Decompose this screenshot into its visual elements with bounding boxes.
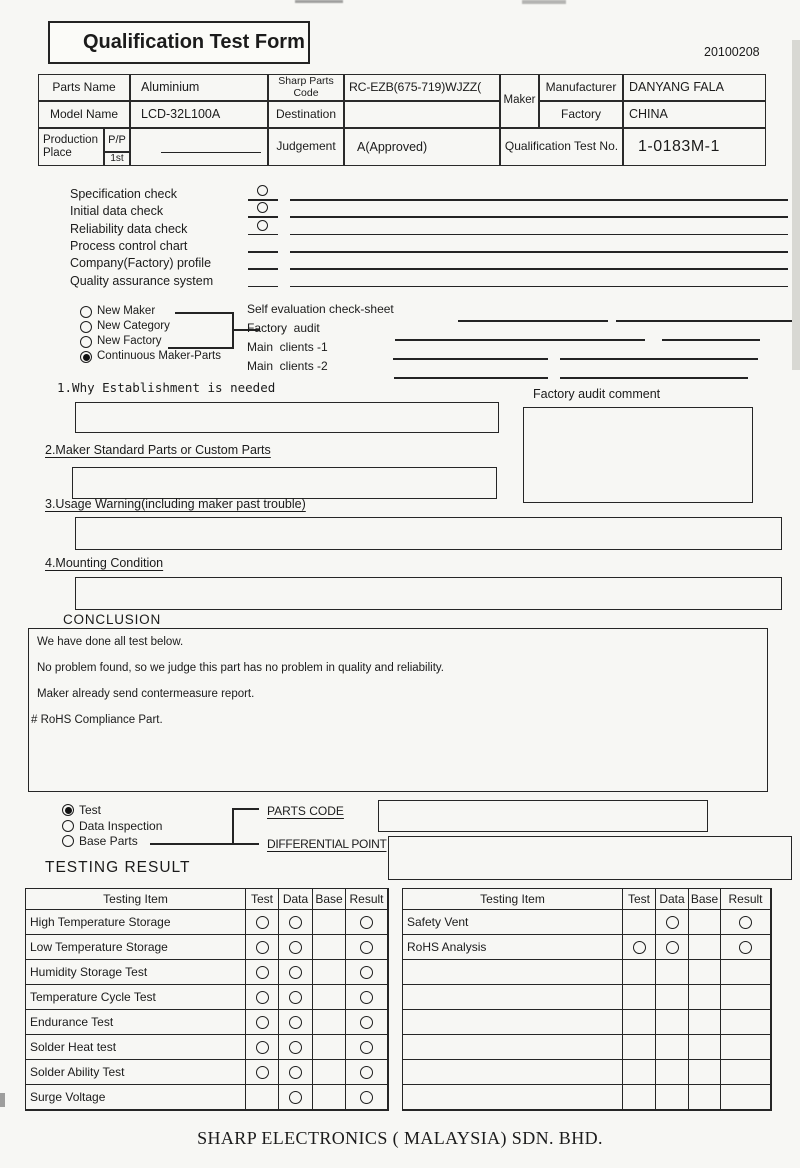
audit-item-label: Factory audit: [247, 321, 320, 335]
section3-heading: 3.Usage Warning(including maker past trouble): [45, 497, 306, 511]
fill-line: [290, 199, 788, 201]
result-circle-mark: [256, 916, 269, 929]
bracket-line: [168, 347, 232, 349]
testing-item-cell: High Temperature Storage: [26, 910, 246, 935]
scan-edge-shadow: [792, 40, 800, 370]
audit-item-label: Main clients -2: [247, 359, 328, 373]
pp-label: P/P: [104, 128, 130, 152]
mark-cell-test: [246, 1035, 279, 1060]
differential-point-label: DIFFERENTIAL POINT: [267, 837, 387, 851]
qualification-test-no-label: Qualification Test No.: [500, 128, 623, 166]
continuous-maker-parts-radio-button[interactable]: [80, 351, 92, 363]
mark-cell-test: [623, 1085, 656, 1110]
fill-line: [393, 358, 548, 360]
fill-line: [161, 152, 261, 153]
destination-label: Destination: [268, 101, 344, 128]
conclusion-box: [28, 628, 768, 792]
mark-cell-result: [346, 1085, 388, 1110]
result-circle-mark: [256, 1041, 269, 1054]
conclusion-line: No problem found, so we judge this part has no problem in quality and reliability.: [37, 662, 444, 674]
test-radio-button[interactable]: [62, 804, 74, 816]
column-header-test: Test: [623, 889, 656, 910]
radio-option-label: Base Parts: [79, 834, 138, 848]
section2-heading: 2.Maker Standard Parts or Custom Parts: [45, 443, 271, 457]
result-circle-mark: [360, 991, 373, 1004]
section3-input-box[interactable]: [75, 517, 782, 550]
mark-cell-data: [656, 935, 689, 960]
mark-cell-test: [623, 985, 656, 1010]
fill-line: [394, 377, 548, 379]
fill-line: [290, 268, 788, 270]
mark-cell-test: [623, 960, 656, 985]
check-circle-mark: [257, 185, 268, 196]
mark-cell-test: [246, 910, 279, 935]
column-header-result: Result: [721, 889, 771, 910]
radio-option-label: New Factory: [97, 335, 162, 347]
result-circle-mark: [360, 966, 373, 979]
mark-cell-data: [656, 1060, 689, 1085]
result-circle-mark: [289, 1091, 302, 1104]
result-circle-mark: [256, 1016, 269, 1029]
radio-option-label: Continuous Maker-Parts: [97, 350, 221, 362]
result-circle-mark: [360, 941, 373, 954]
result-circle-mark: [360, 1016, 373, 1029]
testing-item-cell: [403, 1035, 623, 1060]
column-header-data: Data: [279, 889, 313, 910]
checklist-row: [70, 254, 790, 271]
model-name-value: LCD-32L100A: [130, 101, 268, 128]
checklist-item-label: Process control chart: [70, 238, 188, 253]
conclusion-line: We have done all test below.: [37, 636, 184, 648]
audit-item-label: Main clients -1: [247, 340, 328, 354]
mark-cell-result: [346, 960, 388, 985]
parts-code-input-box[interactable]: [378, 800, 708, 832]
testing-item-cell: Surge Voltage: [26, 1085, 246, 1110]
company-footer: SHARP ELECTRONICS ( MALAYSIA) SDN. BHD.: [197, 1128, 603, 1148]
mark-cell-result: [346, 910, 388, 935]
bracket-line: [150, 843, 259, 845]
fill-line-short: [248, 268, 278, 270]
result-circle-mark: [289, 1066, 302, 1079]
column-header-base: Base: [313, 889, 346, 910]
result-circle-mark: [739, 916, 752, 929]
mark-cell-base: [313, 1085, 346, 1110]
mark-cell-base: [689, 1010, 721, 1035]
model-name-label: Model Name: [38, 101, 130, 128]
fill-line: [560, 358, 758, 360]
testing-item-cell: Solder Ability Test: [26, 1060, 246, 1085]
form-date: 20100208: [704, 45, 760, 59]
checklist-item-label: Company(Factory) profile: [70, 256, 212, 271]
fill-line-short: [248, 199, 278, 201]
production-place-label: Production Place: [38, 128, 104, 166]
mark-cell-data: [656, 985, 689, 1010]
checklist-row: [70, 202, 790, 219]
testing-item-cell: Endurance Test: [26, 1010, 246, 1035]
scan-smudge: [522, 0, 566, 4]
mark-cell-base: [689, 985, 721, 1010]
mark-cell-base: [689, 960, 721, 985]
mark-cell-data: [279, 1085, 313, 1110]
result-circle-mark: [256, 1066, 269, 1079]
factory-value: CHINA: [623, 101, 766, 128]
mark-cell-data: [656, 1035, 689, 1060]
mark-cell-result: [346, 1060, 388, 1085]
production-place-value[interactable]: [130, 128, 268, 166]
result-circle-mark: [633, 941, 646, 954]
result-circle-mark: [256, 966, 269, 979]
destination-value[interactable]: [344, 101, 500, 128]
mark-cell-test: [246, 935, 279, 960]
testing-item-cell: RoHS Analysis: [403, 935, 623, 960]
section1-heading: 1.Why Establishment is needed: [57, 380, 276, 395]
testing-item-cell: [403, 960, 623, 985]
fill-line: [458, 320, 608, 322]
testing-result-table-left: [25, 888, 389, 1111]
scan-smudge: [295, 0, 343, 3]
testing-item-cell: Low Temperature Storage: [26, 935, 246, 960]
result-circle-mark: [289, 941, 302, 954]
radio-option-label: Test: [79, 803, 102, 817]
factory-audit-comment-label: Factory audit comment: [533, 387, 661, 401]
mark-cell-result: [721, 985, 771, 1010]
new-factory-radio-button[interactable]: [80, 336, 92, 348]
mark-cell-result: [721, 935, 771, 960]
factory-audit-comment-box[interactable]: [523, 407, 753, 503]
mark-cell-base: [313, 1035, 346, 1060]
mark-cell-data: [656, 910, 689, 935]
factory-label: Factory: [539, 101, 623, 128]
check-circle-mark: [257, 220, 268, 231]
fill-line: [395, 339, 645, 341]
result-circle-mark: [289, 916, 302, 929]
mark-cell-result: [346, 985, 388, 1010]
mark-cell-result: [346, 1010, 388, 1035]
mark-cell-data: [279, 910, 313, 935]
result-circle-mark: [256, 941, 269, 954]
result-circle-mark: [289, 1041, 302, 1054]
bracket-line: [232, 808, 234, 845]
form-title-box: [48, 21, 310, 64]
radio-option-data-inspection[interactable]: [62, 819, 242, 835]
judgement-value: A(Approved): [344, 128, 500, 166]
section2-input-box[interactable]: [72, 467, 497, 499]
testing-result-table-right: [402, 888, 772, 1111]
mark-cell-base: [313, 1010, 346, 1035]
fill-line-short: [248, 216, 278, 218]
checklist-item-label: Quality assurance system: [70, 273, 214, 288]
conclusion-title: CONCLUSION: [63, 612, 162, 627]
maker-label: Maker: [500, 74, 539, 128]
page-title: Qualification Test Form: [83, 31, 305, 53]
fill-line-short: [248, 234, 278, 236]
mark-cell-data: [279, 1060, 313, 1085]
mark-cell-result: [721, 1010, 771, 1035]
mark-cell-result: [346, 935, 388, 960]
mark-cell-base: [313, 960, 346, 985]
mark-cell-data: [279, 960, 313, 985]
column-header-base: Base: [689, 889, 721, 910]
mark-cell-data: [279, 985, 313, 1010]
maker-type-options: [80, 305, 255, 369]
mark-cell-data: [279, 935, 313, 960]
mark-cell-base: [689, 1035, 721, 1060]
mark-cell-base: [689, 1085, 721, 1110]
check-circle-mark: [257, 202, 268, 213]
radio-option-label: New Category: [97, 320, 170, 332]
fill-line: [662, 339, 760, 341]
mark-cell-test: [246, 960, 279, 985]
qualification-test-no-value: 1-0183M-1: [623, 128, 766, 166]
audit-item-list: [247, 302, 417, 382]
checklist-item-label: Specification check: [70, 187, 178, 201]
mark-cell-result: [721, 960, 771, 985]
test-type-options: [62, 803, 242, 853]
result-circle-mark: [360, 1066, 373, 1079]
bracket-line: [175, 312, 232, 314]
checklist-item-label: Initial data check: [70, 204, 164, 219]
document-checklist: [70, 185, 790, 291]
fill-line: [290, 286, 788, 288]
audit-item-label: Self evaluation check-sheet: [247, 302, 394, 316]
column-header-data: Data: [656, 889, 689, 910]
fill-line: [616, 320, 792, 322]
result-circle-mark: [289, 966, 302, 979]
result-circle-mark: [666, 941, 679, 954]
mark-cell-test: [246, 1060, 279, 1085]
mark-cell-base: [689, 910, 721, 935]
bracket-line: [232, 808, 259, 810]
mark-cell-test: [246, 1085, 279, 1110]
conclusion-line: Maker already send contermeasure report.: [37, 688, 255, 700]
radio-option-label: New Maker: [97, 305, 156, 317]
checklist-row: [70, 220, 790, 237]
column-header-testing-item: Testing Item: [26, 889, 246, 910]
first-label: 1st: [104, 152, 130, 166]
testing-item-cell: [403, 985, 623, 1010]
column-header-test: Test: [246, 889, 279, 910]
section1-input-box[interactable]: [75, 402, 499, 433]
column-header-result: Result: [346, 889, 388, 910]
mark-cell-test: [246, 1010, 279, 1035]
manufacturer-label: Manufacturer: [539, 74, 623, 101]
fill-line-short: [248, 251, 278, 253]
mark-cell-test: [623, 1035, 656, 1060]
mark-cell-test: [623, 910, 656, 935]
new-category-radio-button[interactable]: [80, 321, 92, 333]
sharp-parts-code-label: Sharp Parts Code: [268, 74, 344, 101]
checklist-row: [70, 237, 790, 254]
mark-cell-test: [623, 1060, 656, 1085]
result-circle-mark: [289, 991, 302, 1004]
parts-code-label: PARTS CODE: [267, 804, 344, 818]
testing-item-cell: Temperature Cycle Test: [26, 985, 246, 1010]
mark-cell-data: [656, 1085, 689, 1110]
sharp-parts-code-value: RC-EZB(675-719)WJZZ(: [344, 74, 500, 101]
testing-item-cell: Solder Heat test: [26, 1035, 246, 1060]
mark-cell-base: [689, 1060, 721, 1085]
fill-line-short: [248, 286, 278, 288]
mark-cell-base: [689, 935, 721, 960]
conclusion-line: # RoHS Compliance Part.: [31, 714, 163, 726]
section4-input-box[interactable]: [75, 577, 782, 610]
differential-point-input-box[interactable]: [388, 836, 792, 880]
base-parts-radio-button[interactable]: [62, 835, 74, 847]
result-circle-mark: [360, 1041, 373, 1054]
section4-heading: 4.Mounting Condition: [45, 556, 164, 570]
mark-cell-test: [623, 1010, 656, 1035]
mark-cell-test: [623, 935, 656, 960]
mark-cell-base: [313, 935, 346, 960]
radio-option-test[interactable]: [62, 803, 242, 819]
parts-info-table: [38, 74, 768, 166]
checklist-item-label: Reliability data check: [70, 221, 188, 236]
new-maker-radio-button[interactable]: [80, 306, 92, 318]
result-circle-mark: [289, 1016, 302, 1029]
testing-item-cell: [403, 1085, 623, 1110]
result-circle-mark: [256, 991, 269, 1004]
fill-line: [290, 216, 788, 218]
mark-cell-test: [246, 985, 279, 1010]
data-inspection-radio-button[interactable]: [62, 820, 74, 832]
checklist-row: [70, 272, 790, 289]
result-circle-mark: [739, 941, 752, 954]
mark-cell-data: [656, 1010, 689, 1035]
mark-cell-result: [721, 1035, 771, 1060]
radio-option-new-category[interactable]: [80, 320, 255, 335]
testing-result-title: TESTING RESULT: [45, 859, 191, 876]
manufacturer-value: DANYANG FALA: [623, 74, 766, 101]
mark-cell-data: [279, 1035, 313, 1060]
column-header-testing-item: Testing Item: [403, 889, 623, 910]
mark-cell-data: [656, 960, 689, 985]
mark-cell-base: [313, 910, 346, 935]
fill-line: [290, 251, 788, 253]
result-circle-mark: [666, 916, 679, 929]
result-circle-mark: [360, 916, 373, 929]
radio-option-continuous-maker-parts[interactable]: [80, 350, 255, 365]
fill-line: [560, 377, 748, 379]
parts-name-value: Aluminium: [130, 74, 268, 101]
testing-item-cell: [403, 1060, 623, 1085]
mark-cell-data: [279, 1010, 313, 1035]
checklist-row: [70, 185, 790, 202]
mark-cell-result: [721, 910, 771, 935]
mark-cell-base: [313, 985, 346, 1010]
testing-item-cell: Humidity Storage Test: [26, 960, 246, 985]
testing-item-cell: [403, 1010, 623, 1035]
testing-item-cell: Safety Vent: [403, 910, 623, 935]
radio-option-label: Data Inspection: [79, 818, 163, 833]
judgement-label: Judgement: [268, 128, 344, 166]
parts-name-label: Parts Name: [38, 74, 130, 101]
mark-cell-base: [313, 1060, 346, 1085]
mark-cell-result: [721, 1085, 771, 1110]
radio-option-base-parts[interactable]: [62, 834, 242, 850]
mark-cell-result: [346, 1035, 388, 1060]
result-circle-mark: [360, 1091, 373, 1104]
mark-cell-result: [721, 1060, 771, 1085]
fill-line: [290, 234, 788, 236]
scan-smudge: [0, 1093, 5, 1107]
